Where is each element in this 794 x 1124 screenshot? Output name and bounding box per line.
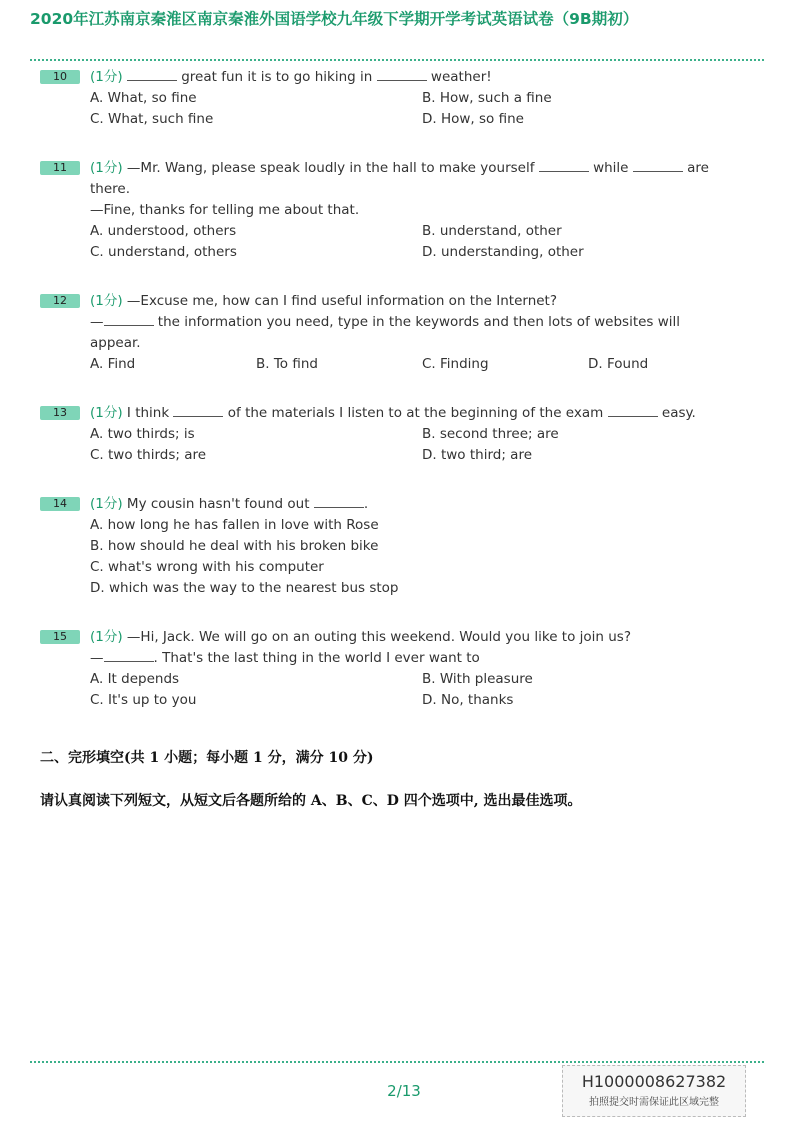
option-a: A. two thirds; is <box>90 426 195 442</box>
question-score: (1分) <box>90 160 123 176</box>
option-b: B. With pleasure <box>422 671 533 687</box>
option-c: C. understand, others <box>90 244 237 260</box>
option-a: A. What, so fine <box>90 90 197 106</box>
option-a: A. It depends <box>90 671 180 687</box>
answer-blank <box>104 313 154 326</box>
option-c: C. two thirds; are <box>90 447 207 463</box>
question-score: (1分) <box>90 69 123 85</box>
section-heading: 二、完形填空(共 1 小题；每小题 1 分，满分 10 分) <box>40 750 374 766</box>
section-instruction: 请认真阅读下列短文，从短文后各题所给的 A、B、C、D 四个选项中, 选出最佳选项。 <box>40 793 582 809</box>
option-d: D. two third; are <box>422 447 533 463</box>
option-a: A. Find <box>90 356 136 372</box>
question-13 <box>40 403 740 466</box>
question-text: of the materials I listen to at the beginning of the exam <box>223 405 608 421</box>
answer-blank <box>173 404 223 417</box>
question-score: (1分) <box>90 293 123 309</box>
option-d: D. understanding, other <box>422 244 584 260</box>
question-text: —Hi, Jack. We will go on an outing this weekend. Would you like to join us? <box>126 629 631 645</box>
header-divider <box>30 59 764 61</box>
document-id-note: 拍照提交时需保证此区域完整 <box>589 1097 719 1108</box>
question-number-badge: 12 <box>40 294 80 308</box>
question-score: (1分) <box>90 405 123 421</box>
question-10 <box>40 67 740 130</box>
question-text: weather! <box>426 69 492 85</box>
reply-dash: — <box>90 314 104 330</box>
question-number-badge: 14 <box>40 497 80 511</box>
question-score: (1分) <box>90 629 123 645</box>
footer-divider <box>30 1061 764 1063</box>
question-reply: the information you need, type in the keywords and then lots of websites will <box>153 314 681 330</box>
answer-blank <box>104 649 154 662</box>
option-c: C. What, such fine <box>90 111 214 127</box>
option-b: B. understand, other <box>422 223 562 239</box>
answer-blank <box>127 68 177 81</box>
option-d: D. Found <box>588 356 649 372</box>
answer-blank <box>539 159 589 172</box>
question-text: easy. <box>657 405 696 421</box>
answer-blank <box>377 68 427 81</box>
document-title: 2020年江苏南京秦淮区南京秦淮外国语学校九年级下学期开学考试英语试卷（9B期初） <box>30 10 639 28</box>
page-number: 2/13 <box>387 1082 421 1100</box>
answer-blank <box>314 495 364 508</box>
question-text: great fun it is to go hiking in <box>176 69 377 85</box>
question-score: (1分) <box>90 496 123 512</box>
option-c: C. It's up to you <box>90 692 197 708</box>
question-number-badge: 10 <box>40 70 80 84</box>
option-a: A. understood, others <box>90 223 237 239</box>
option-c: C. what's wrong with his computer <box>90 559 324 575</box>
document-id-box <box>562 1065 746 1117</box>
option-b: B. To find <box>256 356 318 372</box>
question-11 <box>40 158 740 263</box>
answer-blank <box>633 159 683 172</box>
question-text: I think <box>126 405 174 421</box>
option-d: D. No, thanks <box>422 692 514 708</box>
option-d: D. How, so fine <box>422 111 524 127</box>
question-number-badge: 15 <box>40 630 80 644</box>
reply-dash: — <box>90 650 104 666</box>
question-text: —Mr. Wang, please speak loudly in the hall to make yourself <box>126 160 539 176</box>
question-12 <box>40 291 740 375</box>
question-14 <box>40 494 740 599</box>
question-15 <box>40 627 740 711</box>
question-number-badge: 13 <box>40 406 80 420</box>
question-text: . <box>363 496 369 512</box>
question-text-continued: there. <box>90 181 131 197</box>
option-b: B. How, such a fine <box>422 90 552 106</box>
question-number-badge: 11 <box>40 161 80 175</box>
question-reply: —Fine, thanks for telling me about that. <box>90 202 360 218</box>
option-b: B. second three; are <box>422 426 559 442</box>
question-text: while <box>588 160 633 176</box>
option-a: A. how long he has fallen in love with Rose <box>90 517 379 533</box>
question-text: are <box>682 160 709 176</box>
question-reply: . That's the last thing in the world I ever want to <box>153 650 480 666</box>
option-c: C. Finding <box>422 356 489 372</box>
question-text: —Excuse me, how can I find useful information on the Internet? <box>126 293 558 309</box>
document-id: H1000008627382 <box>581 1072 727 1091</box>
answer-blank <box>608 404 658 417</box>
question-text-continued: appear. <box>90 335 141 351</box>
option-d: D. which was the way to the nearest bus stop <box>90 580 399 596</box>
question-text: My cousin hasn't found out <box>126 496 314 512</box>
option-b: B. how should he deal with his broken bike <box>90 538 379 554</box>
